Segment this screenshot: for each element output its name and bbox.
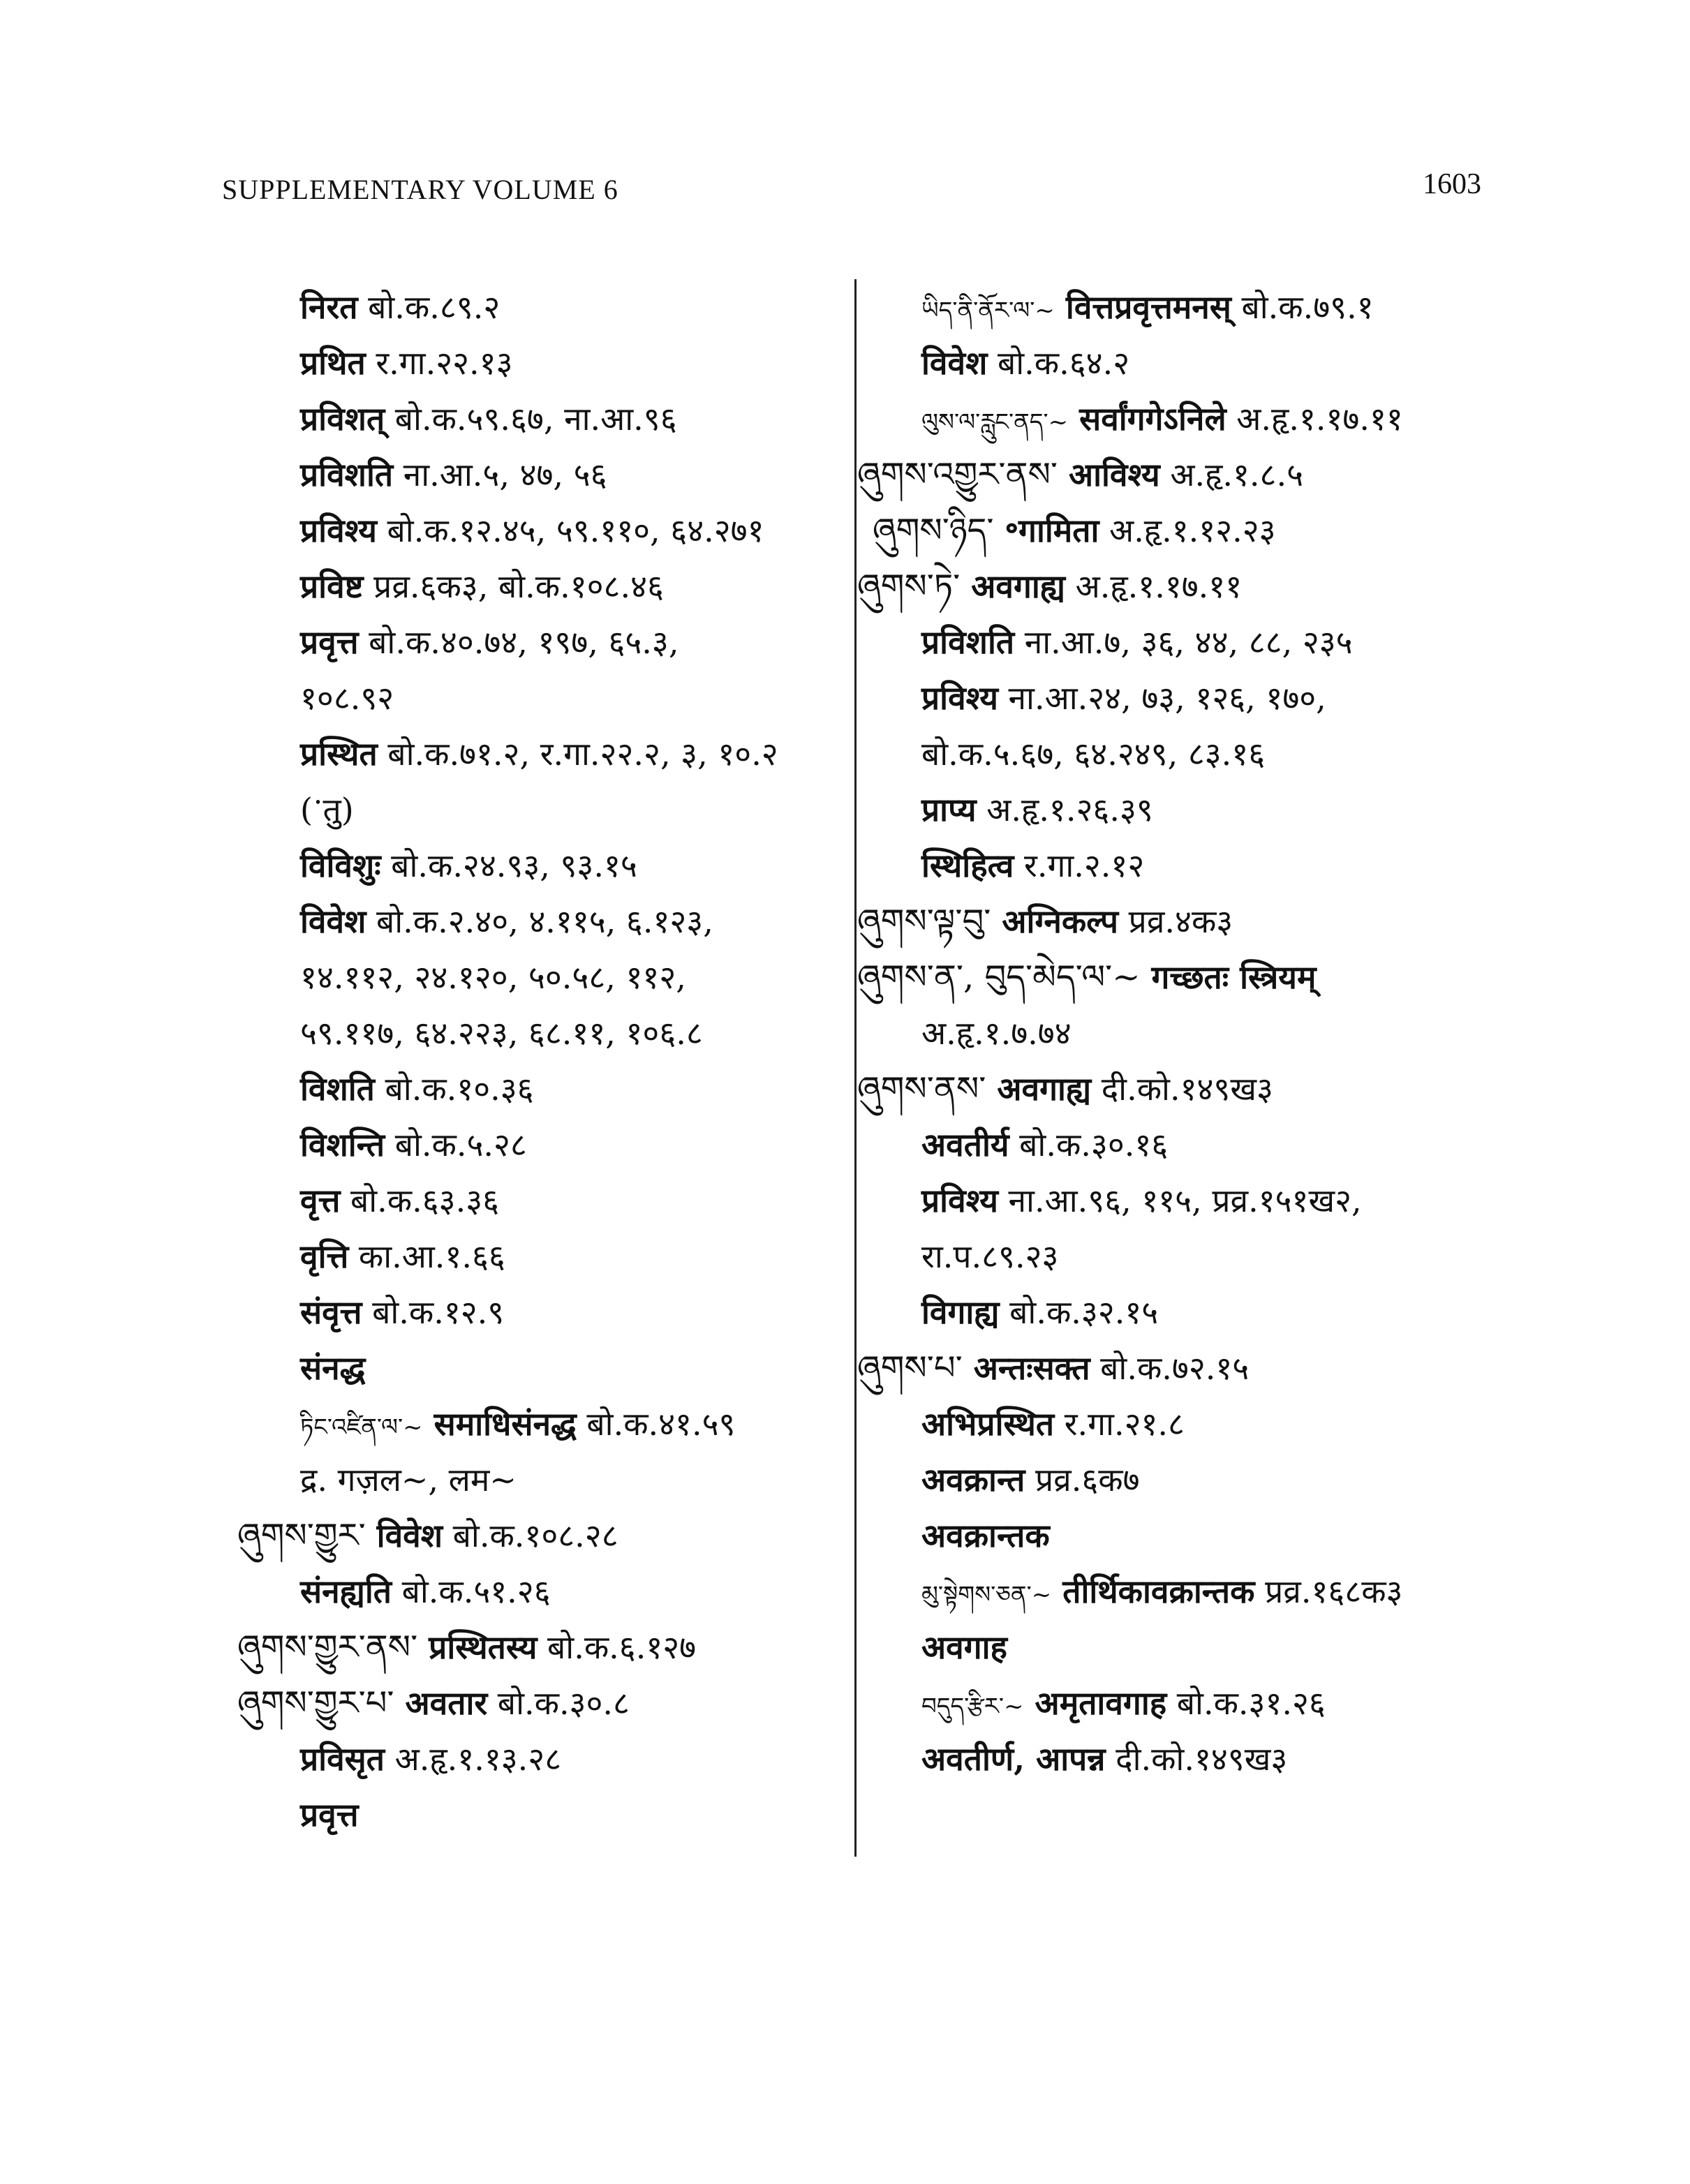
dictionary-entry-line bbox=[300, 956, 686, 998]
sanskrit-equivalent: समाधिसंनद्ध bbox=[422, 1405, 577, 1443]
source-reference: १४.११२, २४.१२०, ५०.५८, ११२, bbox=[300, 958, 686, 996]
sanskrit-equivalent: संनद्ध bbox=[300, 1349, 366, 1387]
source-reference: ना.आ.५, ४७, ५६ bbox=[393, 456, 607, 493]
dictionary-entry-line bbox=[300, 565, 664, 607]
tibetan-phrase: བདུད་རྩིར་~ bbox=[921, 1693, 1024, 1721]
sanskrit-equivalent: अवतार bbox=[394, 1684, 488, 1722]
dictionary-entry-line bbox=[921, 1124, 1168, 1166]
dictionary-entry-line bbox=[300, 1570, 551, 1612]
dictionary-entry-line bbox=[921, 1738, 1287, 1780]
page-number: 1603 bbox=[1423, 168, 1481, 200]
source-reference: बो.क.३०.८ bbox=[487, 1684, 630, 1722]
source-reference: बो.क.६.१२७ bbox=[537, 1628, 697, 1666]
tibetan-headword: ཞུགས་གྱུར་པ་ bbox=[237, 1684, 394, 1723]
sanskrit-equivalent: ॰गामिता bbox=[993, 512, 1099, 549]
dictionary-entry-line bbox=[921, 1012, 1072, 1054]
source-reference: बो.क.५.२८ bbox=[385, 1126, 527, 1164]
source-reference: अ.हृ.१.१७.११ bbox=[1065, 567, 1243, 605]
source-reference: अ.हृ.१.१२.२३ bbox=[1099, 512, 1276, 549]
sanskrit-equivalent: स्थिहित्व bbox=[921, 847, 1014, 884]
source-reference: ना.आ.७, ३६, ४४, ८८, २३५ bbox=[1014, 623, 1353, 661]
source-reference: बो.क.१०.३६ bbox=[374, 1070, 534, 1108]
source-reference: अ.हृ.१.१७.११ bbox=[1226, 400, 1403, 438]
dictionary-entry-line bbox=[857, 565, 1242, 607]
tibetan-headword: ཞུགས་ཉིད་ bbox=[873, 511, 994, 550]
sanskrit-equivalent: संवृत्त bbox=[300, 1293, 362, 1331]
dictionary-entry-line bbox=[300, 1403, 735, 1448]
dictionary-entry-line bbox=[300, 845, 637, 886]
sanskrit-equivalent: विवेश bbox=[921, 344, 988, 382]
sanskrit-equivalent: अवगाह्य bbox=[960, 567, 1065, 605]
dictionary-entry-line bbox=[300, 342, 513, 384]
dictionary-entry-line bbox=[300, 1794, 359, 1836]
dictionary-entry-line bbox=[300, 454, 607, 496]
source-reference: बो.क.८९.२ bbox=[357, 288, 501, 326]
source-reference: बो.क.४१.५९ bbox=[576, 1405, 736, 1443]
source-reference: बो.क.२४.९३, ९३.१५ bbox=[380, 847, 637, 884]
source-reference: रा.प.८९.२३ bbox=[921, 1238, 1059, 1275]
sanskrit-equivalent: विवेश bbox=[300, 902, 366, 940]
dictionary-entry-line bbox=[300, 1459, 517, 1501]
sanskrit-equivalent: अवगाह bbox=[921, 1628, 1007, 1666]
source-reference: प्रव्र.४क३ bbox=[1118, 902, 1233, 940]
sanskrit-equivalent: विविशुः bbox=[300, 847, 381, 884]
dictionary-entry-line bbox=[300, 1738, 561, 1780]
dictionary-entry-line bbox=[300, 1124, 527, 1166]
dictionary-entry-line bbox=[300, 398, 677, 440]
tibetan-phrase: ཏིང་འཛིན་ལ་~ bbox=[300, 1413, 423, 1441]
source-reference: अ.हृ.१.७.७४ bbox=[921, 1014, 1072, 1052]
dictionary-entry-line bbox=[857, 1068, 1273, 1110]
sanskrit-equivalent: प्रस्थित bbox=[300, 735, 378, 773]
tibetan-headword: ཞུགས་གྱུར་ནས་ bbox=[237, 1628, 418, 1667]
source-reference: बो.क.६३.३६ bbox=[340, 1182, 500, 1219]
dictionary-entry-line bbox=[300, 1291, 504, 1333]
source-reference: बो.क.५.६७, ६४.२४९, ८३.१६ bbox=[921, 735, 1266, 773]
source-reference: बो.क.७९.१ bbox=[1231, 288, 1374, 326]
sanskrit-equivalent: विशन्ति bbox=[300, 1126, 385, 1164]
sanskrit-equivalent: अवगाह्य bbox=[986, 1070, 1092, 1108]
source-reference: १०८.९२ bbox=[300, 679, 394, 717]
source-reference: ना.आ.२४, ७३, १२६, १७०, bbox=[998, 679, 1326, 717]
dictionary-entry-line bbox=[921, 677, 1326, 719]
sanskrit-equivalent: प्रथित bbox=[300, 344, 366, 382]
source-reference: र.गा.२.१२ bbox=[1014, 847, 1145, 884]
source-reference: दी.को.१४९ख३ bbox=[1091, 1070, 1273, 1108]
sanskrit-equivalent: प्रविशति bbox=[921, 623, 1015, 661]
running-title: SUPPLEMENTARY VOLUME 6 bbox=[222, 174, 618, 205]
sanskrit-equivalent: तीर्थिकावक्रान्तक bbox=[1051, 1573, 1255, 1610]
dictionary-entry-line bbox=[857, 1347, 1249, 1389]
sanskrit-equivalent: प्रविश्य bbox=[921, 679, 998, 717]
source-reference: अ.हृ.१.१३.२८ bbox=[384, 1740, 562, 1778]
dictionary-entry-line bbox=[300, 286, 500, 328]
source-reference: ५९.११७, ६४.२२३, ६८.११, १०६.८ bbox=[300, 1014, 703, 1052]
dictionary-entry-line bbox=[921, 1235, 1058, 1277]
dictionary-entry-line bbox=[857, 454, 1303, 496]
tibetan-phrase: མུ་སྟེགས་ཅན་~ bbox=[921, 1581, 1052, 1609]
dictionary-entry-line bbox=[873, 510, 1276, 551]
tibetan-phrase: ཡིད་ནི་ནོར་ལ་~ bbox=[921, 297, 1055, 325]
dictionary-entry-line bbox=[921, 1403, 1185, 1445]
dictionary-entry-line bbox=[921, 1570, 1402, 1616]
dictionary-entry-line bbox=[921, 1180, 1362, 1221]
dictionary-entry-line bbox=[921, 733, 1265, 775]
source-reference: बो.क.३१.२६ bbox=[1166, 1684, 1326, 1722]
sanskrit-equivalent: अवक्रान्त bbox=[921, 1461, 1025, 1499]
sanskrit-equivalent: अग्निकल्प bbox=[991, 902, 1119, 940]
dictionary-entry-line bbox=[237, 1515, 618, 1557]
dictionary-entry-line bbox=[921, 845, 1144, 886]
source-reference: अ.हृ.१.८.५ bbox=[1159, 456, 1304, 493]
source-reference: र.गा.२२.१३ bbox=[365, 344, 513, 382]
tibetan-headword: ཞུགས་འགྱུར་ནས་ bbox=[857, 455, 1058, 494]
tibetan-headword: ཞུགས་ན་, བུད་མེད་ལ་~ bbox=[857, 958, 1141, 997]
dictionary-entry-line bbox=[300, 1347, 365, 1389]
sanskrit-equivalent: प्रविसृत bbox=[300, 1740, 385, 1778]
sanskrit-equivalent: प्रविशति bbox=[300, 456, 394, 493]
dictionary-entry-line bbox=[300, 621, 679, 663]
tibetan-headword: ཞུགས་ལྟ་བུ་ bbox=[857, 902, 991, 941]
source-reference: बो.क.५१.२६ bbox=[391, 1573, 551, 1610]
sanskrit-equivalent: विगाह्य bbox=[921, 1293, 1000, 1331]
dictionary-entry-line bbox=[237, 1626, 696, 1668]
source-reference: बो.क.७१.२, र.गा.२२.२, ३, १०.२ bbox=[377, 735, 778, 773]
dictionary-entry-line bbox=[300, 510, 764, 551]
dictionary-entry-line bbox=[237, 1682, 630, 1724]
source-reference: बो.क.२.४०, ४.११५, ६.१२३, bbox=[366, 902, 713, 940]
sanskrit-equivalent: अवतीर्ण, आपन्न bbox=[921, 1740, 1106, 1778]
sanskrit-equivalent: प्रवृत्त bbox=[300, 1796, 359, 1834]
dictionary-entry-line bbox=[921, 1515, 1050, 1557]
source-reference: का.आ.१.६६ bbox=[348, 1238, 505, 1275]
sanskrit-equivalent: प्रविश्य bbox=[300, 512, 377, 549]
sanskrit-equivalent: प्रस्थितस्य bbox=[417, 1628, 538, 1666]
sanskrit-equivalent: सर्वांगगेऽनिले bbox=[1068, 400, 1226, 438]
column-divider bbox=[854, 279, 857, 1857]
dictionary-entry-line bbox=[921, 621, 1353, 663]
dictionary-entry-line bbox=[921, 1626, 1007, 1668]
source-reference: बो.क.१०८.२८ bbox=[443, 1517, 618, 1554]
source-reference: बो.क.३२.१५ bbox=[999, 1293, 1159, 1331]
dictionary-entry-line bbox=[300, 789, 354, 831]
source-reference: बो.क.३०.१६ bbox=[1009, 1126, 1169, 1164]
dictionary-entry-line bbox=[300, 1180, 499, 1221]
source-reference: प्रव्र.१६८क३ bbox=[1254, 1573, 1403, 1610]
dictionary-entry-line bbox=[857, 900, 1233, 942]
tibetan-headword: ཞུགས་ནས་ bbox=[857, 1069, 986, 1108]
dictionary-entry-line bbox=[921, 1682, 1326, 1728]
sanskrit-equivalent: प्रविष्ट bbox=[300, 567, 364, 605]
sanskrit-equivalent: आविश्य bbox=[1057, 456, 1160, 493]
sanskrit-equivalent: विवेश bbox=[365, 1517, 443, 1554]
source-reference: दी.को.१४९ख३ bbox=[1105, 1740, 1288, 1778]
tibetan-phrase: ལུས་ལ་རླུང་ནད་~ bbox=[921, 408, 1069, 436]
dictionary-entry-line bbox=[921, 1291, 1158, 1333]
source-reference: प्रव्र.६क३, बो.क.१०८.४६ bbox=[363, 567, 664, 605]
dictionary-entry-line bbox=[300, 733, 778, 775]
sanskrit-equivalent: गच्छतः स्त्रियम् bbox=[1140, 958, 1317, 996]
tibetan-headword: ཞུགས་པ་ bbox=[857, 1349, 963, 1388]
source-reference: बो.क.५९.६७, ना.आ.९६ bbox=[385, 400, 677, 438]
sanskrit-equivalent: विशति bbox=[300, 1070, 375, 1108]
dictionary-entry-line bbox=[921, 286, 1374, 332]
dictionary-entry-line bbox=[300, 1068, 534, 1110]
sanskrit-equivalent: प्रविश्य bbox=[921, 1182, 998, 1219]
source-reference: बो.क.१२.४५, ५९.११०, ६४.२७१ bbox=[376, 512, 764, 549]
dictionary-entry-line bbox=[300, 1235, 505, 1277]
sanskrit-equivalent: वृत्ति bbox=[300, 1238, 349, 1275]
dictionary-entry-line bbox=[921, 789, 1153, 831]
sanskrit-equivalent: अन्तःसक्त bbox=[962, 1349, 1090, 1387]
source-reference: बो.क.६४.२ bbox=[987, 344, 1130, 382]
source-reference: बो.क.७२.१५ bbox=[1090, 1349, 1250, 1387]
source-reference: द्र. गज़ल~, लम~ bbox=[300, 1461, 517, 1499]
source-reference: प्रव्र.६क७ bbox=[1025, 1461, 1140, 1499]
sanskrit-equivalent: वित्तप्रवृत्तमनस् bbox=[1054, 288, 1231, 326]
sanskrit-equivalent: अवतीर्य bbox=[921, 1126, 1009, 1164]
dictionary-entry-line bbox=[921, 398, 1403, 443]
source-reference: बो.क.४०.७४, १९७, ६५.३, bbox=[358, 623, 679, 661]
sanskrit-equivalent: अभिप्रस्थित bbox=[921, 1405, 1055, 1443]
tibetan-headword: ཞུགས་གྱུར་ bbox=[237, 1516, 366, 1555]
tibetan-headword: ཞུགས་ཏེ་ bbox=[857, 567, 961, 606]
sanskrit-equivalent: निरत bbox=[300, 288, 358, 326]
dictionary-entry-line bbox=[921, 1459, 1140, 1501]
source-reference: ना.आ.९६, ११५, प्रव्र.१५१ख२, bbox=[998, 1182, 1362, 1219]
dictionary-entry-line bbox=[300, 900, 713, 942]
source-reference: अ.हृ.१.२६.३९ bbox=[976, 791, 1153, 829]
dictionary-entry-line bbox=[300, 1012, 703, 1054]
source-reference: (ॱतु) bbox=[300, 791, 354, 829]
sanskrit-equivalent: प्रविशत् bbox=[300, 400, 385, 438]
source-reference: बो.क.१२.९ bbox=[362, 1293, 505, 1331]
sanskrit-equivalent: अमृतावगाह bbox=[1023, 1684, 1167, 1722]
sanskrit-equivalent: प्रवृत्त bbox=[300, 623, 359, 661]
dictionary-entry-line bbox=[857, 956, 1316, 998]
dictionary-entry-line bbox=[921, 342, 1129, 384]
source-reference: र.गा.२१.८ bbox=[1054, 1405, 1185, 1443]
sanskrit-equivalent: संनह्यति bbox=[300, 1573, 392, 1610]
dictionary-entry-line bbox=[300, 677, 394, 719]
sanskrit-equivalent: अवक्रान्तक bbox=[921, 1517, 1050, 1554]
sanskrit-equivalent: वृत्त bbox=[300, 1182, 341, 1219]
sanskrit-equivalent: प्राप्य bbox=[921, 791, 977, 829]
